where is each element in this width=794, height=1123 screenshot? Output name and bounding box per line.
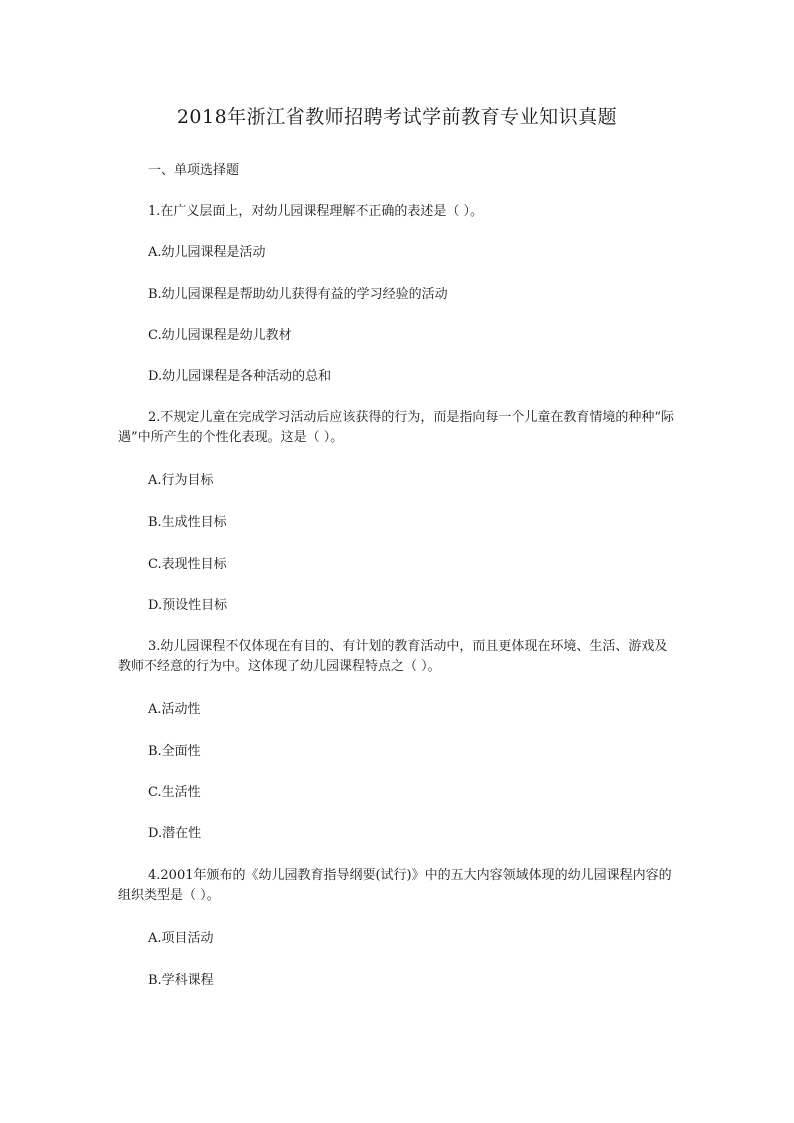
question-3-option-b: B.全面性 (148, 744, 201, 759)
question-2-option-c: C.表现性目标 (148, 557, 227, 572)
question-1-option-a: A.幼儿园课程是活动 (148, 245, 266, 260)
question-4-option-b: B.学科课程 (148, 973, 214, 988)
question-1-option-d: D.幼儿园课程是各种活动的总和 (148, 369, 332, 384)
question-2-stem: 2.不规定儿童在完成学习活动后应该获得的行为，而是指向每一个儿童在教育情境的种种“际遇”中所产生的个性化表现。这是（ ）。 (118, 410, 675, 445)
question-3-option-d: D.潜在性 (148, 826, 202, 841)
question-3-option-c: C.生活性 (148, 785, 201, 800)
section-heading: 一、单项选择题 (148, 163, 240, 178)
question-2-option-a: A.行为目标 (148, 473, 214, 488)
question-4-stem: 4.2001年颁布的《幼儿园教育指导纲要(试行)》中的五大内容领域体现的幼儿园课程内容的组织类型是（ ）。 (118, 868, 672, 903)
document-title: 2018年浙江省教师招聘考试学前教育专业知识真题 (176, 106, 618, 128)
question-2-option-b: B.生成性目标 (148, 515, 227, 530)
question-1-option-b: B.幼儿园课程是帮助幼儿获得有益的学习经验的活动 (148, 287, 448, 302)
question-3-option-a: A.活动性 (148, 702, 201, 717)
question-3-stem: 3.幼儿园课程不仅体现在有目的、有计划的教育活动中，而且更体现在环境、生活、游戏及教师不经意的行为中。这体现了幼儿园课程特点之（ ）。 (118, 639, 668, 674)
question-2-option-d: D.预设性目标 (148, 598, 228, 613)
question-1-stem: 1.在广义层面上，对幼儿园课程理解不正确的表述是（ ）。 (148, 204, 484, 219)
question-4-option-a: A.项目活动 (148, 931, 214, 946)
question-1-option-c: C.幼儿园课程是幼儿教材 (148, 328, 292, 343)
